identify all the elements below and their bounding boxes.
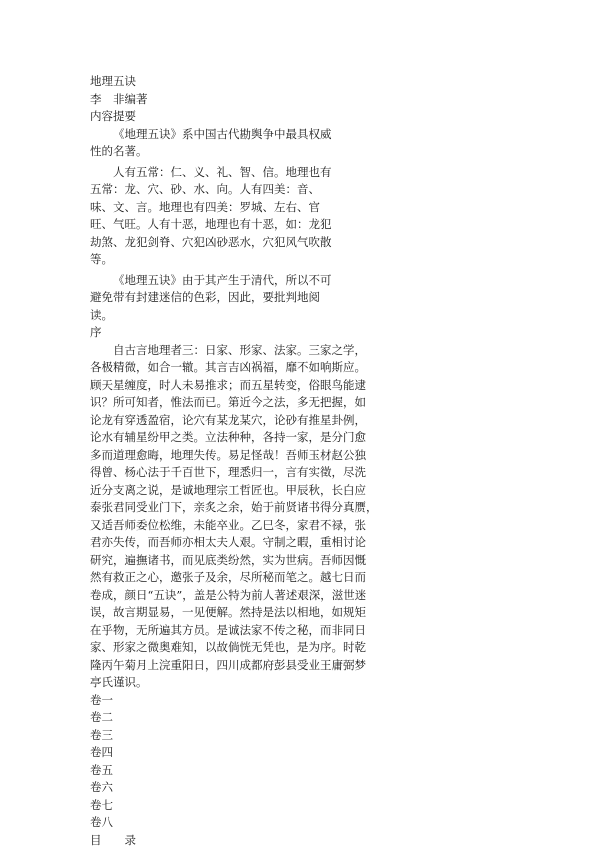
- summary-paragraph: [90, 272, 340, 325]
- preface-line: 亭氏谨识。: [90, 675, 148, 689]
- preface-line: 各极精微，如合一辙。其言吉凶祸福，靡不如响斯应。: [90, 360, 366, 374]
- volume-heading: 卷一: [90, 692, 113, 707]
- preface-line: 君亦失传，而吾师亦相太夫人艰。守制之暇，重相讨论: [90, 535, 366, 549]
- summary-line: 味、文、言。地理也有四美：罗城、左右、官: [90, 199, 320, 214]
- summary-line: 《地理五诀》系中国古代勘舆争中最具权威: [113, 126, 332, 141]
- volume-heading: 卷五: [90, 762, 113, 777]
- book-title: 地理五诀: [90, 74, 136, 88]
- volume-heading: 卷六: [90, 780, 113, 794]
- volume-heading: 卷七: [90, 797, 113, 812]
- summary-line: 读。: [90, 307, 113, 322]
- preface-heading: 序: [90, 325, 102, 339]
- summary-line: 《地理五诀》由于其产生于清代，所以不可: [113, 272, 332, 287]
- preface-line: 在乎物，无所遍其方员。是诚法家不传之秘，而非同日: [90, 622, 366, 637]
- summary-paragraph: [90, 126, 340, 161]
- summary-line: 避免带有封建迷信的色彩，因此，要批判地阅: [90, 290, 320, 304]
- volume-heading: 卷二: [90, 710, 113, 724]
- toc-heading: 目 录: [90, 832, 136, 847]
- summary-line: 性的名著。: [90, 144, 148, 158]
- summary-line: 旺、气旺。人有十恶，地理也有十恶，如：龙犯: [90, 217, 332, 231]
- summary-heading: 内容提要: [90, 109, 136, 123]
- summary-line: 人有五常：仁、义、礼、智、信。地理也有: [113, 164, 332, 179]
- preface-line: 自古言地理者三：日家、形家、法家。三家之学，: [113, 342, 366, 357]
- volume-heading: 卷四: [90, 745, 113, 759]
- preface-line: 近分支离之说，是诚地理宗工哲匠也。甲辰秋，长白应: [90, 482, 366, 497]
- preface-line: 卷成，颜日“五诀”，盖是公特为前人著述艰深，滋世迷: [90, 587, 367, 602]
- preface-body: [90, 342, 378, 692]
- preface-line: 顾天星缠度，时人未易推求；而五星转变，俗眼鸟能逮: [90, 377, 366, 392]
- preface-line: 研究，遍撫诸书，而见底类纷然，实为世病。吾师因慨: [90, 552, 366, 567]
- preface-line: 泰张君同受业门下，亲炙之余，始于前贤诸书得分真赝，: [90, 500, 378, 514]
- preface-line: 误，故言期显易，一见便解。然持是法以相地，如规矩: [90, 605, 366, 619]
- summary-paragraph: [90, 164, 340, 269]
- preface-line: 然有救正之心，邀张子及余，尽所秘而笔之。越七日而: [90, 570, 366, 584]
- summary-line: 等。: [90, 252, 113, 266]
- volume-heading: 卷八: [90, 815, 113, 829]
- preface-line: 隆丙午菊月上浣重阳日，四川成都府彭县受业王庸弼梦: [90, 657, 366, 672]
- preface-line: 家、形家之微奥难知，以故倘恍无凭也，是为序。时乾: [90, 640, 366, 654]
- preface-line: 得曾、杨心法于千百世下，理悉归一，言有实徵，尽洗: [90, 465, 366, 479]
- summary-line: 五常：龙、穴、砂、水、向。人有四美：音、: [90, 182, 320, 196]
- preface-line: 又适吾师委位松维，未能卒业。乙巳冬，家君不禄，张: [90, 517, 366, 532]
- volume-heading: 卷三: [90, 727, 113, 742]
- preface-line: 论龙有穿透盈宿，论穴有某龙某穴，论砂有推星卦例，: [90, 412, 366, 427]
- preface-line: 多而道理愈晦，地理失传。易足怪哉！吾师玉材赵公独: [90, 447, 366, 462]
- preface-line: 识？所可知者，惟法而已。第近今之法，多无把握，如: [90, 395, 366, 409]
- preface-line: 论水有辅星纷甲之类。立法种种，各持一家，是分门愈: [90, 430, 366, 444]
- document-body: [90, 73, 378, 849]
- book-author: 李 非编著: [90, 91, 148, 106]
- summary-line: 劫煞、龙犯剑脊、穴犯凶砂恶水，穴犯风气吹散: [90, 234, 332, 249]
